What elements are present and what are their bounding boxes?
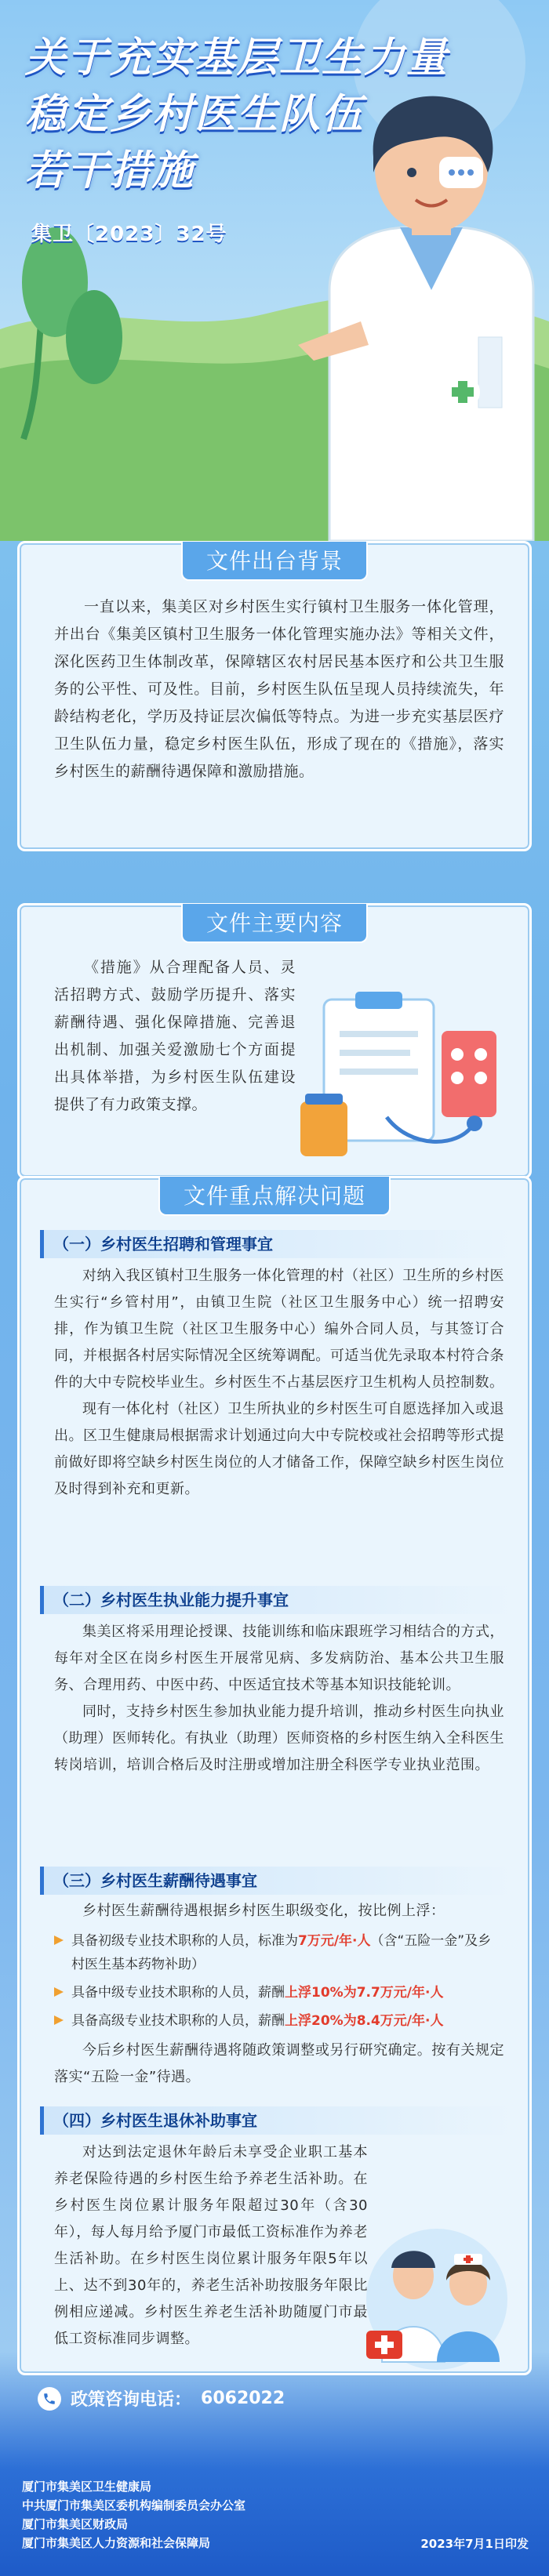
contact-phone[interactable]: 6062022 — [201, 2389, 285, 2408]
main-content-panel — [17, 903, 532, 1179]
list-item: 具备初级专业技术职称的人员，标准为7万元/年·人（含“五险一金”及乡村医生基本药物补助） — [54, 1929, 504, 1976]
section-title: 文件出台背景 — [181, 542, 368, 581]
issue-date: 2023年7月1日印发 — [420, 2537, 529, 2551]
section-title: 文件重点解决问题 — [158, 1177, 391, 1216]
background-text: 一直以来，集美区对乡村医生实行镇村卫生服务一体化管理，并出台《集美区镇村卫生服务一体化管理实施办法》等相关文件，深化医药卫生体制改革，保障辖区农村居民基本医疗和公共卫生服务的公平性、可及性。目前，乡村医生队伍呈现人员持续流失，年龄结构老化，学历及持证层次偏低等特点。为进一步充实基层医疗卫生队伍力量，稳定乡村医生队伍，形成了现在的《措施》，落实乡村医生的薪酬待遇保障和激励措施。 — [54, 598, 504, 780]
subsection-body — [54, 1619, 504, 1779]
hero-banner — [0, 0, 549, 541]
paragraph: 对达到法定退休年龄后未享受企业职工基本养老保险待遇的乡村医生给予养老生活补助。在乡村医生岗位累计服务年限超过30年（含30年），每人每月给予厦门市最低工资标准作为养老生活补助。在乡村医生岗位累计服务年限5年以上、达不到30年的，养老生活补助按服务年限比例相应递减。乡村医生养老生活补助随厦门市最低工资标准同步调整。 — [54, 2144, 368, 2347]
footer — [0, 2469, 549, 2576]
contact-line — [38, 2386, 285, 2411]
subsection-body — [54, 2139, 368, 2353]
paragraph: 集美区将采用理论授课、技能训练和临床跟班学习相结合的方式，每年对全区在岗乡村医生开展常见病、多发病防治、基本公共卫生服务、合理用药、中医中药、中医适宜技术等基本知识技能轮训。 — [54, 1624, 504, 1693]
bullet-arrow-icon — [54, 2015, 64, 2025]
subsection-body — [54, 1898, 504, 2091]
paragraph: 同时，支持乡村医生参加执业能力提升培训，推动乡村医生向执业（助理）医师转化。有执业（助理）医师资格的乡村医生纳入全科医生转岗培训，培训合格后及时注册或增加注册全科医学专业执业范围。 — [54, 1703, 504, 1773]
contact-label: 政策咨询电话： — [71, 2390, 192, 2410]
bullet-arrow-icon — [54, 1987, 64, 1997]
list-item: 具备中级专业技术职称的人员，薪酬上浮10%为7.7万元/年·人 — [54, 1981, 504, 2005]
title-line: 稳定乡村医生队伍 — [25, 91, 365, 138]
paragraph: 现有一体化村（社区）卫生所执业的乡村医生可自愿选择加入或退出。区卫生健康局根据需求计划通过向大中专院校或社会招聘等形式提前做好即将空缺乡村医生岗位的人才储备工作，保障空缺乡村医生岗位及时得到补充和更新。 — [54, 1401, 504, 1497]
bullet-arrow-icon — [54, 1936, 64, 1945]
paragraph: 对纳入我区镇村卫生服务一体化管理的村（社区）卫生所的乡村医生实行“乡管村用”，由镇卫生院（社区卫生服务中心）统一招聘安排，作为镇卫生院（社区卫生服务中心）编外合同人员，与其签订合同，并根据各村居实际情况全区统筹调配。可适当优先录取本村符合条件的大中专院校毕业生。乡村医生不占基层医疗卫生机构人员控制数。 — [54, 1268, 504, 1391]
medicine-illustration — [293, 984, 512, 1164]
title-line: 若干措施 — [25, 147, 195, 194]
paragraph: 乡村医生薪酬待遇根据乡村医生职级变化，按比例上浮： — [82, 1903, 445, 1919]
issuing-organizations — [22, 2477, 245, 2552]
paragraph: 今后乡村医生薪酬待遇将随政策调整或另行研究确定。按有关规定落实“五险一金”待遇。 — [54, 2042, 504, 2085]
subsection-body — [54, 1263, 504, 1503]
subsection-heading: （二）乡村医生执业能力提升事宜 — [40, 1586, 515, 1614]
medical-staff-illustration — [358, 2221, 515, 2370]
medical-cross-icon — [445, 375, 480, 409]
subsection-heading: （三）乡村医生薪酬待遇事宜 — [40, 1867, 515, 1895]
list-item: 具备高级专业技术职称的人员，薪酬上浮20%为8.4万元/年·人 — [54, 2009, 504, 2033]
page-title — [25, 30, 511, 199]
subsection-heading: （四）乡村医生退休补助事宜 — [40, 2106, 515, 2135]
org-name: 中共厦门市集美区委机构编制委员会办公室 — [22, 2498, 246, 2513]
org-name: 厦门市集美区人力资源和社会保障局 — [22, 2536, 211, 2550]
org-name: 厦门市集美区卫生健康局 — [22, 2480, 152, 2494]
key-issues-panel — [17, 1176, 532, 2375]
title-line: 关于充实基层卫生力量 — [25, 34, 449, 82]
org-name: 厦门市集美区财政局 — [22, 2517, 129, 2531]
subsection-heading: （一）乡村医生招聘和管理事宜 — [40, 1230, 515, 1258]
background-panel — [17, 541, 532, 851]
main-content-text: 《措施》从合理配备人员、灵活招聘方式、鼓励学历提升、落实薪酬待遇、强化保障措施、完善退出机制、加强关爱激励七个方面提出具体举措，为乡村医生队伍建设提供了有力政策支撑。 — [54, 959, 296, 1113]
section-title: 文件主要内容 — [181, 904, 368, 943]
document-number: 集卫〔2023〕32号 — [31, 223, 227, 246]
phone-icon — [38, 2387, 61, 2411]
